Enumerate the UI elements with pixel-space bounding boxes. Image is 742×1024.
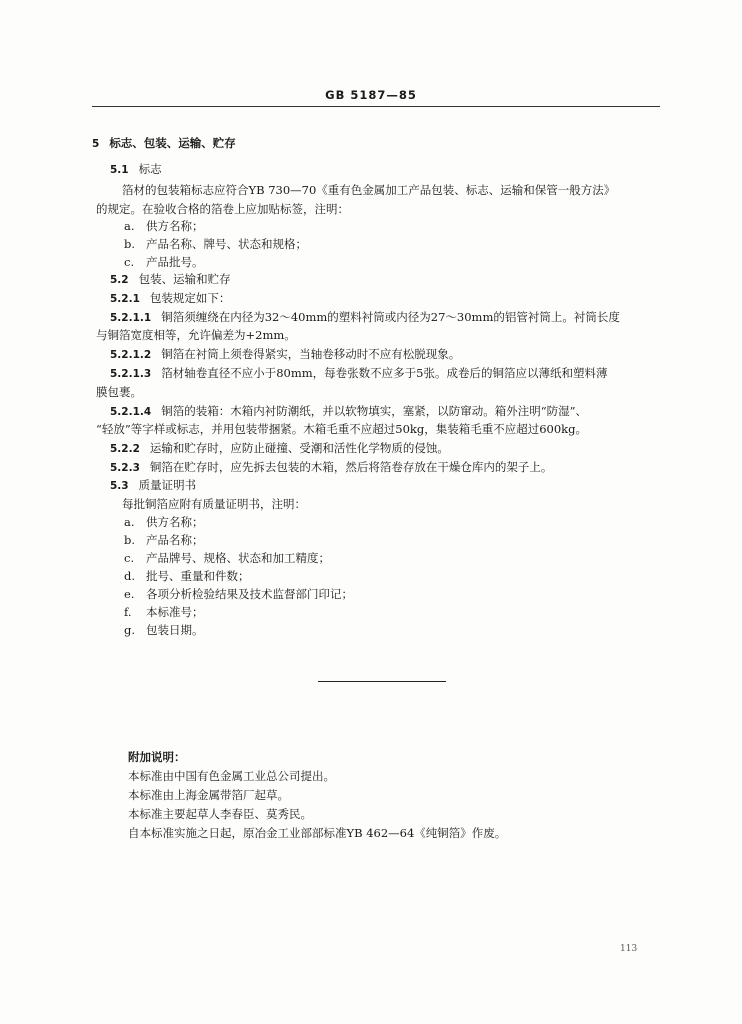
list-letter: a.	[124, 219, 135, 233]
subsection-5-2-heading	[110, 271, 231, 287]
list-text: 产品批号。	[146, 255, 204, 269]
list-letter: d.	[124, 569, 136, 583]
list-letter: c.	[124, 551, 135, 565]
section-number: 5.2.1.4	[110, 406, 152, 418]
list-letter: c.	[124, 255, 135, 269]
list-text: 各项分析检验结果及技术监督部门印记；	[146, 587, 353, 601]
section-number: 5.2.3	[110, 462, 140, 474]
list-letter: f.	[124, 605, 132, 619]
list-letter: e.	[124, 587, 135, 601]
section-number: 5.2.1.2	[110, 349, 152, 361]
section-title: 质量证明书	[138, 478, 197, 492]
list-text: 包装日期。	[146, 623, 204, 637]
subsection-5-3-heading	[110, 477, 196, 493]
header-rule	[92, 106, 660, 107]
page-number: 113	[620, 944, 638, 954]
list-item	[124, 236, 307, 252]
clause-5-2-1-4	[110, 403, 587, 419]
list-text: 供方名称；	[146, 515, 204, 529]
clause-5-2-1-3	[110, 365, 607, 381]
clause-text: 运输和贮存时，应防止碰撞、受潮和活性化学物质的侵蚀。	[149, 441, 449, 455]
list-text: 本标准号；	[146, 605, 204, 619]
section-title: 包装、运输和贮存	[138, 272, 231, 286]
section-number: 5.3	[110, 480, 129, 492]
list-item	[124, 532, 204, 548]
notes-title: 附加说明：	[128, 750, 186, 764]
clause-text: 铜箔在贮存时，应先拆去包装的木箱，然后将箔卷存放在干燥仓库内的架子上。	[149, 460, 553, 474]
list-item	[124, 604, 204, 620]
list-text: 产品名称、牌号、状态和规格；	[146, 237, 307, 251]
clause-text: 包装规定如下：	[149, 291, 231, 305]
list-text: 产品牌号、规格、状态和加工精度；	[146, 551, 330, 565]
list-letter: b.	[124, 533, 136, 547]
clause-text: 铜箔须缠绕在内径为32～40mm的塑料衬筒或内径为27～30mm的铝管衬筒上。衬筒长度	[161, 310, 620, 324]
list-letter: g.	[124, 623, 136, 637]
list-text: 批号、重量和件数；	[146, 569, 250, 583]
list-item	[124, 568, 250, 584]
clause-text: 铜箔的装箱：木箱内衬防潮纸，并以软物填实，塞紧，以防窜动。箱外注明“防湿”、	[161, 404, 587, 418]
list-item	[124, 514, 204, 530]
section-5-heading	[92, 135, 236, 151]
list-letter: a.	[124, 515, 135, 529]
list-item	[124, 586, 353, 602]
paragraph-line: 与铜箔宽度相等，允许偏差为+2mm。	[96, 328, 296, 342]
note-line: 本标准由中国有色金属工业总公司提出。	[128, 769, 335, 783]
list-text: 供方名称；	[146, 219, 204, 233]
note-line: 自本标准实施之日起，原冶金工业部部标准YB 462—64《纯铜箔》作废。	[128, 826, 507, 840]
paragraph-line: 的规定。在验收合格的箔卷上应加贴标签，注明：	[96, 202, 349, 216]
clause-5-2-1	[110, 290, 230, 306]
section-number: 5.2.1.1	[110, 312, 152, 324]
clause-5-2-3	[110, 459, 552, 475]
paragraph-line: 膜包裹。	[96, 385, 142, 399]
section-number: 5.2.1.3	[110, 368, 152, 380]
section-title: 标志	[138, 162, 162, 176]
standard-header: GB 5187—85	[325, 88, 417, 102]
section-number: 5.2.2	[110, 443, 140, 455]
paragraph-line: 每批铜箔应附有质量证明书，注明：	[122, 497, 306, 511]
list-item	[124, 550, 330, 566]
paragraph-line: “轻放”等字样或标志，并用包装带捆紧。木箱毛重不应超过50kg，集装箱毛重不应超过600kg。	[96, 422, 587, 436]
clause-5-2-1-1	[110, 309, 620, 325]
list-item	[124, 622, 204, 638]
list-letter: b.	[124, 237, 136, 251]
note-line: 本标准主要起草人李春臣、莫秀民。	[128, 807, 312, 821]
section-number: 5.2.1	[110, 293, 140, 305]
clause-text: 铜箔在衬筒上须卷得紧实，当轴卷移动时不应有松脱现象。	[161, 347, 461, 361]
subsection-5-1-heading	[110, 161, 162, 177]
section-number: 5	[92, 138, 100, 150]
list-item	[124, 218, 204, 234]
end-rule	[318, 681, 446, 682]
clause-text: 箔材轴卷直径不应小于80mm，每卷张数不应多于5张。成卷后的铜箔应以薄纸和塑料薄	[161, 366, 608, 380]
section-title: 标志、包装、运输、贮存	[109, 136, 236, 150]
note-line: 本标准由上海金属带箔厂起草。	[128, 788, 289, 802]
list-text: 产品名称；	[146, 533, 204, 547]
section-number: 5.1	[110, 164, 129, 176]
clause-5-2-1-2	[110, 346, 460, 362]
list-item	[124, 254, 204, 270]
section-number: 5.2	[110, 274, 129, 286]
clause-5-2-2	[110, 440, 449, 456]
paragraph-line: 箔材的包装箱标志应符合YB 730—70《重有色金属加工产品包装、标志、运输和保管一般方法》	[122, 183, 616, 197]
